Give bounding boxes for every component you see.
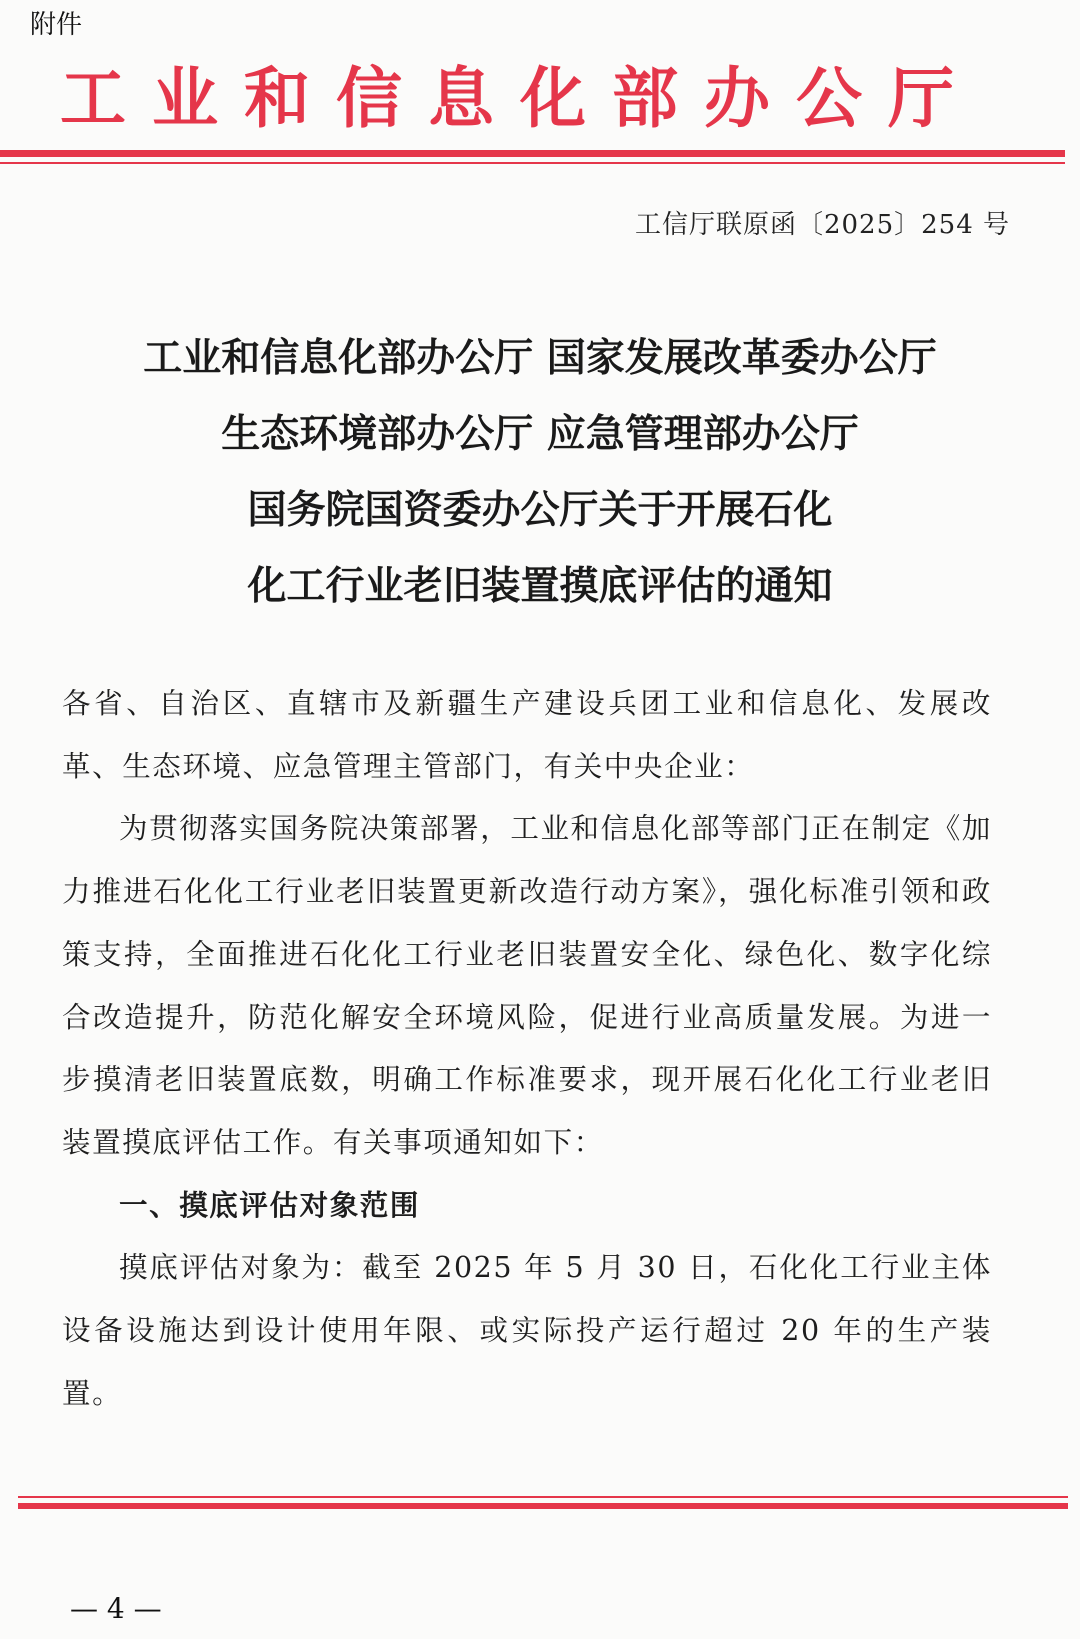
document-body — [62, 673, 992, 1425]
section-1-heading: 一、摸底评估对象范围 — [119, 1188, 421, 1222]
footer-red-rule-thin — [18, 1496, 1068, 1498]
addressee-paragraph: 各省、自治区、直辖市及新疆生产建设兵团工业和信息化、发展改革、生态环境、应急管理主管部门，有关中央企业： — [62, 687, 992, 783]
intro-paragraph: 为贯彻落实国务院决策部署，工业和信息化部等部门正在制定《加力推进石化化工行业老旧装置更新改造行动方案》，强化标准引领和政策支持，全面推进石化化工行业老旧装置安全化、绿色化、数字化综合改造提升，防范化解安全环境风险，促进行业高质量发展。为进一步摸清老旧装置底数，明确工作标准要求，现开展石化化工行业老旧装置摸底评估工作。有关事项通知如下： — [62, 812, 992, 1159]
footer-red-rule — [18, 1503, 1068, 1509]
masthead-red-rule — [0, 150, 1065, 157]
page-number: — 4 — — [70, 1592, 162, 1625]
title-line: 国务院国资委办公厅关于开展石化 — [247, 487, 833, 533]
title-line: 工业和信息化部办公厅 国家发展改革委办公厅 — [143, 335, 937, 381]
title-line: 化工行业老旧装置摸底评估的通知 — [247, 563, 833, 609]
attachment-label: 附件 — [30, 10, 83, 40]
title-line: 生态环境部办公厅 应急管理部办公厅 — [221, 411, 859, 457]
masthead-red-rule-thin — [0, 162, 1065, 164]
document-title — [40, 320, 1040, 624]
masthead-title: 工业和信息化部办公厅 — [60, 59, 980, 137]
document-number: 工信厅联原函〔2025〕254 号 — [634, 210, 1010, 240]
section-1-paragraph: 摸底评估对象为：截至 2025 年 5 月 30 日，石化化工行业主体设备设施达到设计使用年限、或实际投产运行超过 20 年的生产装置。 — [62, 1251, 992, 1410]
